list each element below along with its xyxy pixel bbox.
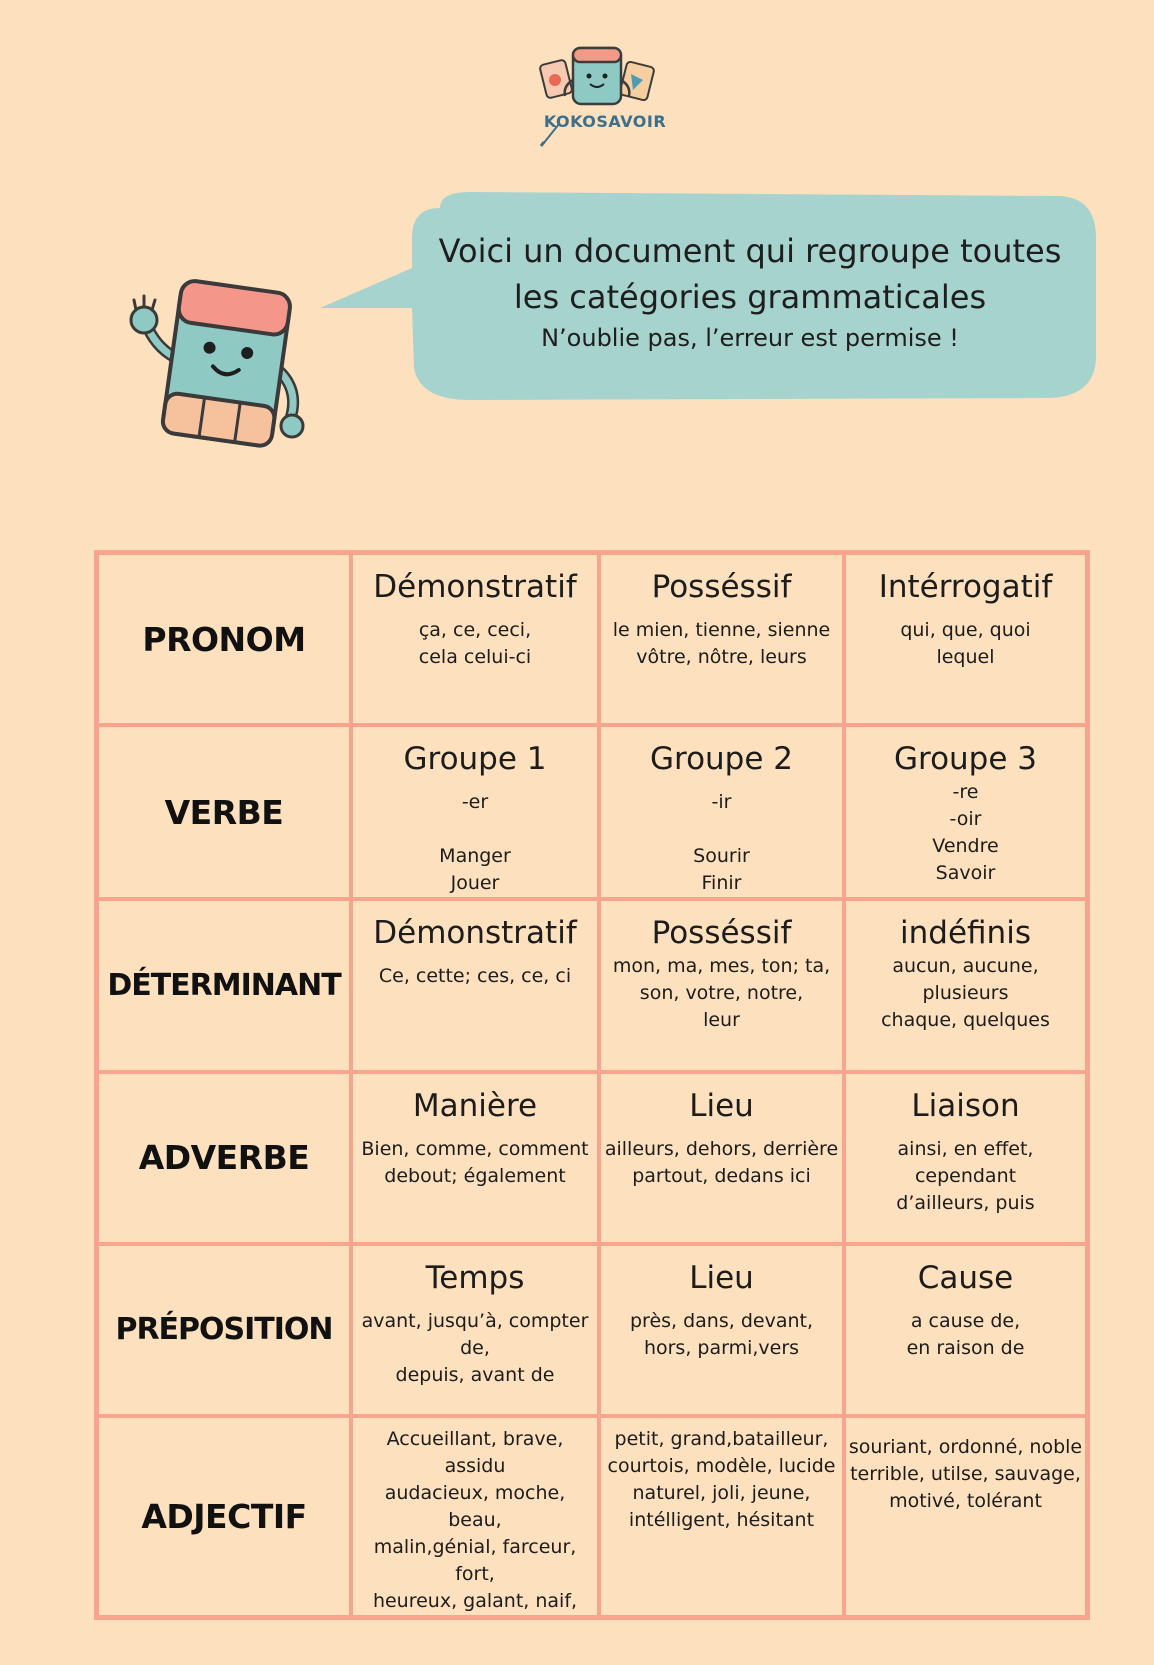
table-cell xyxy=(846,1246,1085,1418)
table-cell xyxy=(353,901,601,1073)
table-cell xyxy=(601,901,846,1073)
category-examples: près, dans, devant, hors, parmi,vers xyxy=(629,1309,813,1359)
table-cell xyxy=(601,1074,846,1246)
category-examples: mon, ma, mes, ton; ta, son, votre, notre, leur xyxy=(612,955,831,1032)
category-examples: aucun, aucune, plusieurs chaque, quelques xyxy=(881,955,1050,1032)
eraser-mascot-illustration xyxy=(110,250,330,470)
table-cell xyxy=(846,555,1085,727)
category-examples: ainsi, en effet, cependant d’ailleurs, puis xyxy=(896,1137,1035,1214)
row-label-pronom: PRONOM xyxy=(99,555,353,727)
category-examples: qui, que, quoi lequel xyxy=(900,619,1031,668)
logo-mascot-icon xyxy=(535,40,675,120)
table-cell xyxy=(601,1418,846,1615)
table-cell xyxy=(353,1074,601,1246)
table-cell xyxy=(846,1418,1085,1615)
category-title: Démonstratif xyxy=(373,915,577,952)
category-title: Groupe 2 xyxy=(649,741,794,778)
intro-line-3: N’oublie pas, l’erreur est permise ! xyxy=(541,324,959,352)
table-cell xyxy=(353,555,601,727)
table-cell xyxy=(601,555,846,727)
row-label-verbe: VERBE xyxy=(99,727,353,901)
brand-name: KOKOSAVOIR xyxy=(543,112,667,131)
row-label-adjectif: ADJECTIF xyxy=(99,1418,353,1615)
category-examples: a cause de, en raison de xyxy=(906,1309,1025,1359)
pencil-icon xyxy=(537,118,567,148)
category-examples: -re -oir Vendre Savoir xyxy=(932,781,999,885)
table-cell xyxy=(846,727,1085,901)
category-title: indéfinis xyxy=(900,915,1031,952)
category-title: Groupe 3 xyxy=(893,741,1038,778)
category-examples: -ir Sourir Finir xyxy=(693,791,750,895)
intro-text xyxy=(410,228,1090,354)
table-cell xyxy=(601,727,846,901)
category-title: Démonstratif xyxy=(373,569,577,605)
category-examples: souriant, ordonné, noble terrible, utilse, sauvage, motivé, tolérant xyxy=(848,1436,1083,1512)
row-label-adverbe: ADVERBE xyxy=(99,1074,353,1246)
table-cell xyxy=(353,727,601,901)
grammar-table xyxy=(94,550,1090,1620)
table-cell xyxy=(601,1246,846,1418)
category-examples: ça, ce, ceci, cela celui-ci xyxy=(418,619,532,668)
category-title: Groupe 1 xyxy=(403,741,547,778)
row-label-determinant: DÉTERMINANT xyxy=(99,901,353,1073)
category-title: Cause xyxy=(917,1259,1014,1296)
category-examples: le mien, tienne, sienne vôtre, nôtre, leurs xyxy=(612,619,831,668)
category-examples: Ce, cette; ces, ce, ci xyxy=(378,965,572,988)
table-cell xyxy=(353,1246,601,1418)
category-title: Lieu xyxy=(689,1259,754,1296)
category-title: Manière xyxy=(412,1087,538,1124)
category-examples: petit, grand,batailleur, courtois, modèle, lucide naturel, joli, jeune, intélligent, hésitant xyxy=(607,1428,836,1531)
intro-line-2: les catégories grammaticales xyxy=(513,278,987,316)
row-label-preposition: PRÉPOSITION xyxy=(99,1246,353,1418)
category-title: Posséssif xyxy=(651,569,792,605)
category-title: Lieu xyxy=(689,1087,754,1124)
category-title: Intérrogatif xyxy=(878,569,1053,605)
category-examples: -er Manger Jouer xyxy=(439,791,511,895)
table-cell xyxy=(846,1074,1085,1246)
table-cell xyxy=(846,901,1085,1073)
category-title: Liaison xyxy=(911,1087,1020,1124)
category-examples: Accueillant, brave, assidu audacieux, moche, beau, malin,génial, farceur, fort, heureux, galant, naif, xyxy=(372,1428,578,1612)
category-title: Posséssif xyxy=(651,915,792,952)
category-examples: ailleurs, dehors, derrière partout, dedans ici xyxy=(604,1137,839,1187)
category-examples: avant, jusqu’à, compter de, depuis, avant de xyxy=(361,1309,589,1386)
intro-line-1: Voici un document qui regroupe toutes xyxy=(438,232,1062,270)
category-examples: Bien, comme, comment debout; également xyxy=(361,1137,589,1187)
table-cell xyxy=(353,1418,601,1615)
category-title: Temps xyxy=(425,1259,525,1296)
brand-logo xyxy=(535,40,675,150)
